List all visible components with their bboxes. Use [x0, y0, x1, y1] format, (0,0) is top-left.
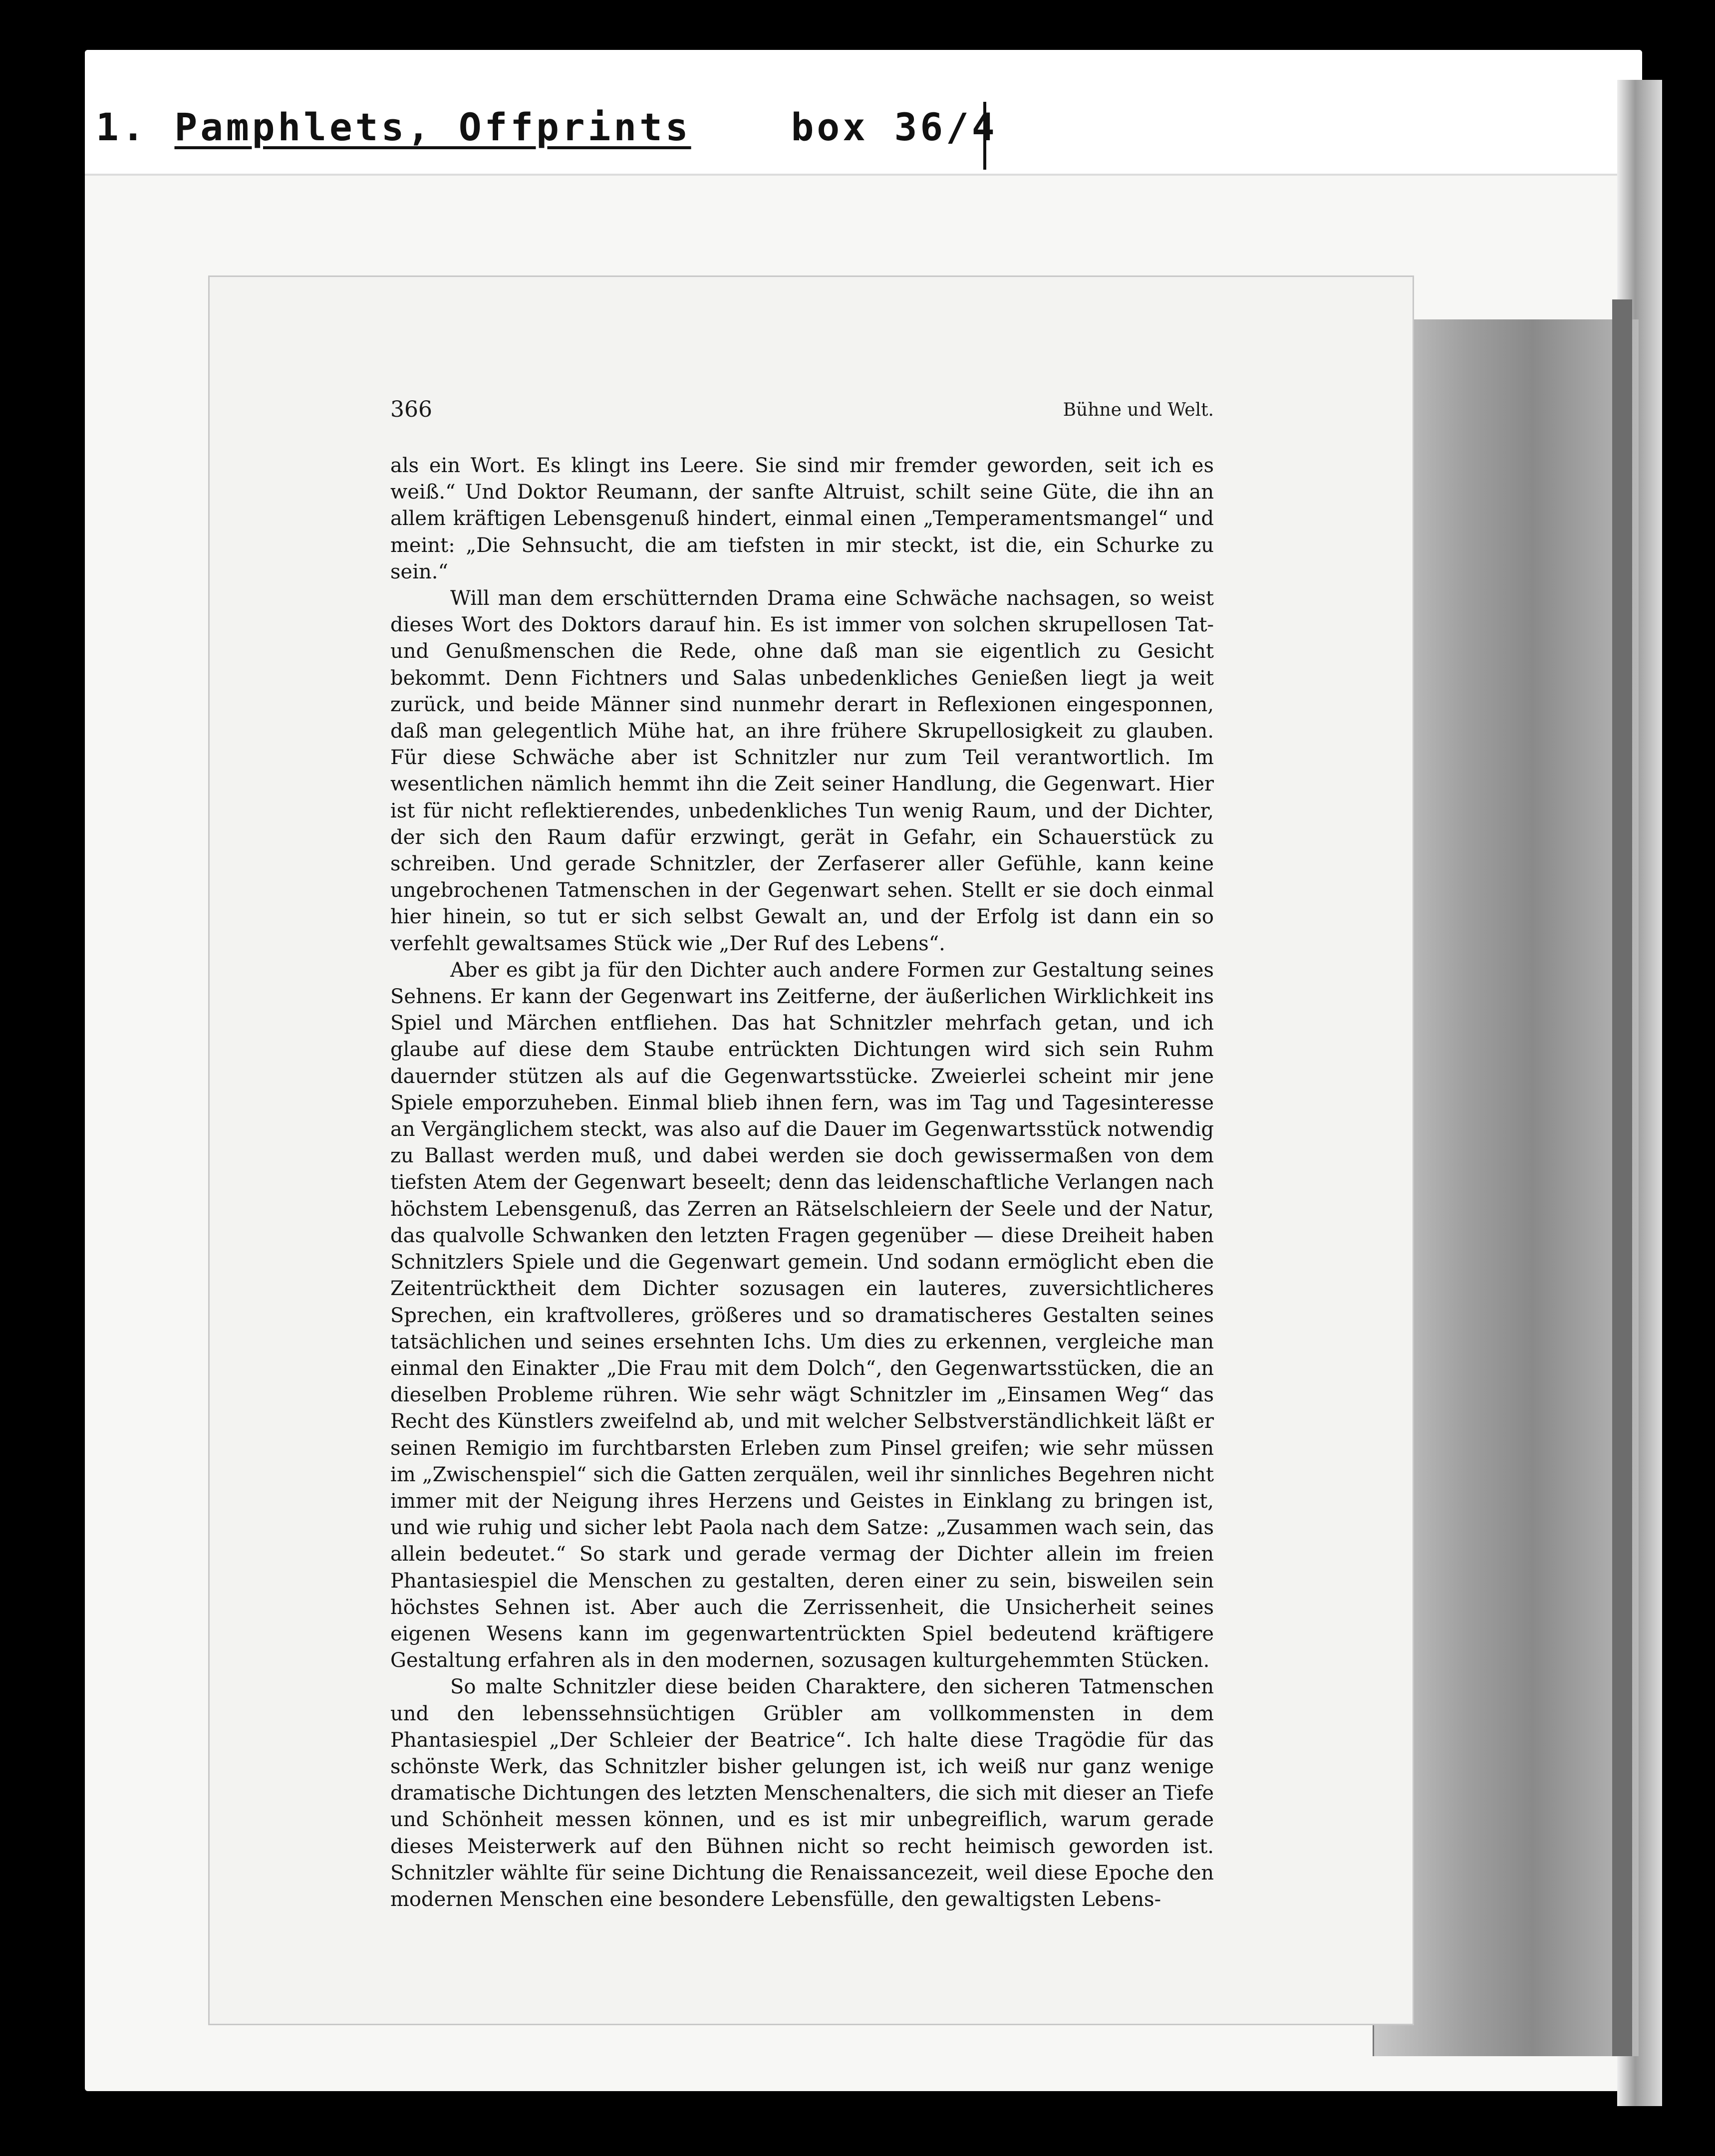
label-box-number: box 36/4	[791, 105, 998, 149]
archive-label-text	[96, 105, 998, 149]
backing-sheet-edge	[1612, 299, 1632, 2056]
paragraph: So malte Schnitzler diese beiden Charaktere, den sicheren Tatmenschen und den lebenssehnsüchtigen Grübler am vollkommensten in dem Phantasiespiel „Der Schleier der Beatrice“. Ich halte diese Tragödie für das schönste Werk, das Schnitzler bisher gelungen ist, ich weiß nur ganz wenige dramatische Dichtungen des letzten Menschenalters, die sich mit dieser an Tiefe und Schönheit messen können, und es ist mir unbegreiflich, warum gerade dieses Meisterwerk auf den Bühnen nicht so recht heimisch geworden ist. Schnitzler wählte für seine Dichtung die Renaissancezeit, weil diese Epoche den modernen Menschen eine besondere Lebensfülle, den gewaltigsten Lebens-	[390, 1675, 1214, 1911]
running-title: Bühne und Welt.	[1063, 400, 1214, 420]
label-number: 1.	[96, 105, 148, 149]
paragraph: als ein Wort. Es klingt ins Leere. Sie sind mir fremder geworden, seit ich es weiß.“ Und Doktor Reumann, der sanfte Altruist, schilt seine Güte, die ihn an allem kräftigen Lebensgenuß hindert, einmal einen „Temperamentsmangel“ und meint: „Die Sehnsucht, die am tiefsten in mir steckt, ist die, ein Schurke zu sein.“	[390, 454, 1214, 583]
page-number: 366	[390, 397, 432, 422]
label-title: Pamphlets, Offprints	[174, 105, 691, 149]
body-text	[390, 453, 1214, 1913]
paragraph: Aber es gibt ja für den Dichter auch andere Formen zur Gestaltung seines Sehnens. Er kann der Gegenwart ins Zeitferne, der äußerlichen Wirklichkeit ins Spiel und Märchen entfliehen. Das hat Schnitzler mehrfach getan, und ich glaube auf diese dem Staube entrückten Dichtungen wird sich sein Ruhm dauernder stützen als auf die Gegenwartsstücke. Zweierlei scheint mir jene Spiele emporzuheben. Einmal blieb ihnen fern, was im Tag und Tagesinteresse an Vergänglichem steckt, was also auf die Dauer im Gegenwartsstück notwendig zu Ballast werden muß, und dabei werden sie doch gewissermaßen von dem tiefsten Atem der Gegenwart beseelt; denn das leidenschaftliche Verlangen nach höchstem Lebensgenuß, das Zerren an Rätselschleiern der Seele und der Natur, das qualvolle Schwanken den letzten Fragen gegenüber — diese Dreiheit haben Schnitzlers Spiele und die Gegenwart gemein. Und sodann ermöglicht eben die Zeitentrücktheit dem Dichter sozusagen ein lauteres, zuversichtlicheres Sprechen, ein kraftvolleres, größeres und so dramatischeres Gestalten seines tatsächlichen und seines ersehnten Ichs. Um dies zu erkennen, vergleiche man einmal den Einakter „Die Frau mit dem Dolch“, den Gegenwartsstücken, die an dieselben Probleme rühren. Wie sehr wägt Schnitzler im „Einsamen Weg“ das Recht des Künstlers zweifelnd ab, und mit welcher Selbstverständlichkeit läßt er seinen Remigio im furchtbarsten Erleben zum Pinsel greifen; wie sehr müssen im „Zwischenspiel“ sich die Gatten zerquälen, weil ihr sinnliches Begehren nicht immer mit der Neigung ihres Herzens und Geistes in Einklang zu bringen ist, und wie ruhig und sicher lebt Paola nach dem Satze: „Zusammen wach sein, das allein bedeutet.“ So stark und gerade vermag der Dichter allein im freien Phantasiespiel die Menschen zu gestalten, deren einer zu sein, bisweilen sein höchstes Sehnen ist. Aber auch die Zerrissenheit, die Unsicherheit seines eigenen Wesens kann im gegenwartentrückten Spiel bedeutend kräftigere Gestaltung erfahren als in den modernen, sozusagen kulturgehemmten Stücken.	[390, 958, 1214, 1672]
paragraph: Will man dem erschütternden Drama eine Schwäche nachsagen, so weist dieses Wort des Doktors darauf hin. Es ist immer von solchen skrupellosen Tat- und Genußmenschen die Rede, ohne daß man sie eigentlich zu Gesicht bekommt. Denn Fichtners und Salas unbedenkliches Genießen liegt ja weit zurück, und beide Männer sind nunmehr derart in Reflexionen eingesponnen, daß man gelegentlich Mühe hat, an ihre frühere Skrupellosigkeit zu glauben. Für diese Schwäche aber ist Schnitzler nur zum Teil verantwortlich. Im wesentlichen nämlich hemmt ihn die Zeit seiner Handlung, die Gegenwart. Hier ist für nicht reflektierendes, unbedenkliches Tun wenig Raum, und der Dichter, der sich den Raum dafür erzwingt, gerät in Gefahr, ein Schauerstück zu schreiben. Und gerade Schnitzler, der Zerfaserer aller Gefühle, kann keine ungebrochenen Tatmenschen in der Gegenwart sehen. Stellt er sie doch einmal hier hinein, so tut er sich selbst Gewalt an, und der Erfolg ist dann ein so verfehlt gewaltsames Stück wie „Der Ruf des Lebens“.	[390, 587, 1214, 955]
scanned-page	[210, 277, 1413, 2024]
page-header	[390, 397, 1214, 427]
